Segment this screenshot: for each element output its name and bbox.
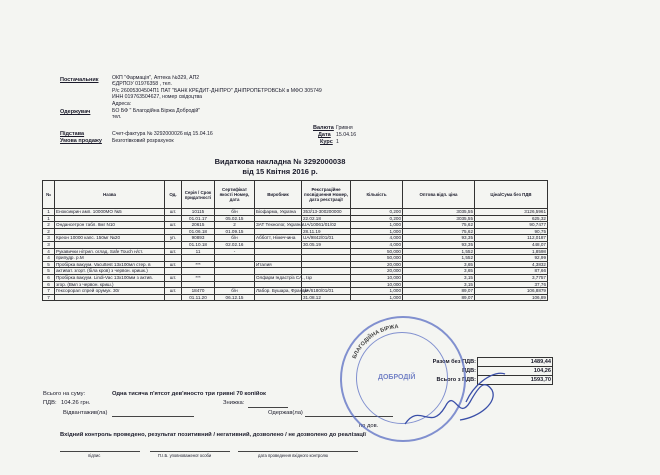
cell-no: 6 [43, 274, 55, 281]
cell-unit: шт. [165, 261, 182, 268]
cell-name [55, 215, 165, 222]
cell-series: 18470 [182, 288, 215, 295]
cell-unit [165, 228, 182, 235]
table-row [43, 255, 548, 262]
cell-qty: 10,000 [351, 274, 403, 281]
column-header: Кількість [351, 181, 403, 209]
receiver-label: Одержувач [60, 109, 91, 115]
sum-in-words: Одна тисяча п'ятсот дев'яносто три гривні 70 копійок [112, 391, 266, 397]
cell-maker: Италия [255, 261, 302, 268]
cell-price: 3035,55 [403, 215, 475, 222]
cell-maker: ЗАТ Технолог, Україна [256, 222, 304, 228]
cell-name: згор. (Вмл з червон. криш.) [55, 281, 165, 288]
cell-series [182, 255, 215, 262]
document-title: Видаткова накладна № 3292000038 [214, 157, 346, 166]
cell-name: Гексорорал спрей орумук. 30г [55, 288, 165, 295]
cell-sum: 3126,5961 [475, 209, 548, 216]
cell-unit [165, 268, 182, 275]
cell-series: 10115 [182, 209, 215, 216]
receiver-line: тел. [112, 114, 122, 121]
column-header: № [43, 181, 55, 209]
cell-no: 7 [43, 294, 55, 301]
cell-unit [165, 281, 182, 288]
cell-name [55, 228, 165, 235]
cell-cert: 01.09.15 [215, 228, 255, 235]
cell-price: 89,07 [403, 294, 475, 301]
table-row [43, 281, 548, 288]
cell-qty: 50,000 [351, 248, 403, 255]
supplier-line: ЄДРПОУ 01976358 , тел. [112, 81, 172, 88]
vat-value: 104,26 [478, 367, 553, 376]
table-row [43, 215, 548, 222]
currency-label: Валюта [313, 125, 334, 131]
supplier-line: ИНН 019763504627, номер свідоцтва [112, 94, 203, 101]
cell-qty: 50,000 [351, 255, 403, 262]
po-label: по дов. [359, 423, 379, 429]
supplier-line: ОКП "Фармація", Аптека №329, АП2 [112, 75, 200, 81]
table-row [43, 209, 548, 216]
cell-reg: UA/6180/01/01 [302, 288, 351, 295]
cell-reg: 31.08.12 [302, 294, 351, 301]
column-header: Сертифікат якості Номер, дата [215, 181, 255, 209]
cell-qty: 1,000 [351, 222, 403, 229]
cell-no: 4 [43, 248, 55, 255]
cell-qty: 10,000 [351, 281, 403, 288]
issued-by-label: Відвантажив(ла) [63, 410, 108, 416]
cell-maker: Олфарм Індастріз СА., Ізр [256, 274, 312, 280]
cell-maker [255, 228, 302, 235]
column-header: Оптова відп. ціна [403, 181, 475, 209]
cell-qty: 4,000 [351, 235, 403, 242]
cell-cert: 05.02.15 [215, 215, 255, 222]
cell-price: 3,15 [403, 281, 475, 288]
cell-qty: 4,000 [351, 241, 403, 248]
cell-unit [165, 241, 182, 248]
cell-name: Креон 10000 капс. 150мг №20 [55, 235, 165, 242]
terms-value: Безготівковий розрахунок [112, 138, 174, 144]
cell-no: 7 [43, 288, 55, 295]
cell-unit [165, 215, 182, 222]
cell-sum: 1,8598 [475, 248, 548, 255]
cell-name: припудр. р.M [55, 255, 165, 262]
cell-no: 3 [43, 241, 55, 248]
column-header: Од. [165, 181, 182, 209]
cell-series: 01.01.17 [182, 215, 215, 222]
cell-sum: 4,3832 [475, 261, 548, 268]
cell-maker: Лабор. Бушара, Франція [256, 288, 309, 294]
cell-sum: 112,0187 [475, 235, 548, 242]
supplier-block [112, 75, 322, 107]
control-text: Вхідний контроль проведено, результат позитивний / негативний, дозволено / не дозволено до реалізації [60, 432, 367, 438]
cell-qty: 0,200 [351, 215, 403, 222]
cell-unit [165, 255, 182, 262]
cell-price: 3,15 [403, 274, 475, 281]
cell-price: 1,552 [403, 255, 475, 262]
cell-reg: 353/13-300200000 [302, 209, 351, 216]
cell-maker [255, 268, 302, 275]
column-header: Серія / Срок придатності [182, 181, 215, 209]
cell-maker [255, 241, 302, 248]
cell-reg [302, 248, 351, 255]
cell-price: 75,62 [403, 222, 475, 229]
supplier-line: Р/с 26005304504П1 ПАТ "БАНК КРЕДИТ-ДНІПРО" ДНІПРОПЕТРОВСЬК в МФО 305749 [112, 87, 322, 94]
cell-name [55, 241, 165, 248]
cell-cert: б/н [215, 209, 255, 216]
cell-sum: 106,89 [475, 294, 548, 301]
date-value: 15.04.16 [336, 132, 357, 138]
cell-reg [302, 281, 351, 288]
cell-price: 75,62 [403, 228, 475, 235]
column-header: Назва [55, 181, 165, 209]
cell-no: 5 [43, 261, 55, 268]
cell-price: 3035,55 [403, 209, 475, 216]
cell-sum: 92,99 [475, 255, 548, 262]
cell-unit: шт. [165, 288, 182, 295]
cell-price: 3,65 [403, 261, 475, 268]
cell-series: 01.06.18 [182, 228, 215, 235]
cell-series: 01.10.18 [182, 241, 215, 248]
table-row [43, 228, 548, 235]
supplier-label: Постачальник [60, 77, 99, 83]
cell-sum: 37,76 [475, 281, 548, 288]
basis-value: Счет-фактура № 3292000026 від 15.04.16 [112, 131, 213, 137]
cell-maker: Абботт, Німеччина [255, 235, 302, 242]
cell-cert: б/н [215, 235, 255, 242]
cell-reg: 28.11.19 [302, 228, 351, 235]
cell-qty: 1,000 [351, 294, 403, 301]
vat-label: ПДВ: [462, 368, 476, 374]
table-row [43, 294, 548, 301]
column-header: Реєстраційне посвідчення Номер, дата реєстрації [302, 181, 351, 209]
course-label: Курс [320, 139, 333, 145]
table-row [43, 241, 548, 248]
table-row [43, 268, 548, 275]
cell-maker [255, 255, 302, 262]
cell-name: Пробірка вакуум. Lindi-Vac 13х100мм з актив. [55, 274, 165, 281]
cell-series [182, 268, 215, 275]
cell-no: 6 [43, 281, 55, 288]
cell-qty: 1,000 [351, 228, 403, 235]
cell-unit: шт. [165, 222, 182, 229]
cell-price: 89,07 [403, 288, 475, 295]
cell-no: 2 [43, 222, 55, 229]
signature [400, 362, 510, 437]
cell-sum: 448,07 [475, 241, 548, 248]
cell-maker [255, 294, 302, 301]
cell-maker [255, 281, 302, 288]
total-no-vat-label: Разом без ПДВ: [432, 359, 476, 365]
cell-unit: шт. [165, 248, 182, 255]
cell-no: 3 [43, 235, 55, 242]
currency-value: Гривня [336, 125, 353, 131]
cell-sum: 87,66 [475, 268, 548, 275]
table-header-row [43, 181, 548, 209]
discount-label: Знижка: [223, 400, 245, 406]
cell-no: 1 [43, 215, 55, 222]
cell-reg: 22.02.18 [302, 215, 351, 222]
cell-reg: UA/10061/01/02 [302, 222, 351, 229]
cell-series: *** [182, 261, 215, 268]
cell-cert: 2 [215, 222, 255, 229]
total-with-vat-label: Всього з ПДВ: [436, 377, 476, 383]
cell-qty: 1,000 [351, 288, 403, 295]
cell-unit [165, 294, 182, 301]
cell-qty: 0,200 [351, 209, 403, 216]
cell-cert: б/н [215, 288, 255, 295]
cell-price: 1,552 [403, 248, 475, 255]
sig-caption-signature: підпис [88, 453, 101, 458]
cell-reg: 30.05.19 [302, 241, 351, 248]
table-row [43, 248, 548, 255]
cell-name [55, 294, 165, 301]
cell-cert [215, 261, 255, 268]
cell-sum: 106,8879 [475, 288, 548, 295]
receiver-block [112, 108, 200, 121]
cell-reg [302, 261, 351, 268]
cell-series: 20615 [182, 222, 215, 229]
cell-name: Пробірка вакуум. Vacuttest 13х100мл стер. в [55, 261, 165, 268]
sig-caption-date: дата проведення вхідного контролю [258, 453, 329, 458]
table-row [43, 288, 548, 295]
cell-no: 4 [43, 255, 55, 262]
column-header: Ціна/Сума без ПДВ [475, 181, 548, 209]
cell-series: 11 [182, 248, 215, 255]
table-row [43, 261, 548, 268]
footer-vat-label: ПДВ: [43, 400, 57, 406]
cell-cert [215, 274, 255, 281]
cell-qty: 20,000 [351, 261, 403, 268]
cell-price: 93,35 [403, 241, 475, 248]
cell-series [182, 281, 215, 288]
cell-unit: шт. [165, 274, 182, 281]
stamp-ring-text: БЛАГОДІЙНА БІРЖА [351, 324, 399, 360]
cell-no: 2 [43, 228, 55, 235]
cell-reg [302, 255, 351, 262]
course-value: 1 [336, 139, 339, 145]
table-row [43, 222, 548, 229]
cell-maker [255, 215, 302, 222]
footer-vat-value: 104.26 грн. [61, 400, 91, 406]
receiver-line: БО БФ " Благодійна Біржа Добродій" [112, 108, 201, 114]
stamp-center-text: ДОБРОДІЙ [378, 374, 416, 381]
cell-maker [255, 248, 302, 255]
table-row [43, 274, 548, 281]
invoice-table [42, 180, 548, 301]
cell-sum: 625,32 [475, 215, 548, 222]
cell-series: 01.11.20 [182, 294, 215, 301]
cell-price: 93,35 [403, 235, 475, 242]
cell-series: 90893 [182, 235, 215, 242]
cell-no: 1 [43, 209, 55, 216]
cell-sum: 90,7477 [475, 222, 548, 229]
cell-name: активат. згорт. (біла кров) з червон. кришк.) [55, 268, 165, 275]
sum-label: Всього на суму: [43, 391, 86, 397]
cell-cert [215, 281, 255, 288]
date-label: Дата [318, 132, 331, 138]
cell-cert [215, 255, 255, 262]
cell-cert: 02.02.16 [215, 241, 255, 248]
cell-price: 3,65 [403, 268, 475, 275]
cell-maker: Біофарма, Україна [255, 209, 302, 216]
cell-sum: 90,75 [475, 228, 548, 235]
total-with-vat-value: 1593,70 [478, 376, 553, 385]
cell-cert: 06.12.15 [215, 294, 255, 301]
cell-name: Ондансетрон табл. 8мг N10 [55, 222, 165, 229]
table-row [43, 235, 548, 242]
cell-unit: шт. [165, 209, 182, 216]
cell-name: Рукавички нітрил. оглад. Safe Touch н/ст. [55, 248, 165, 255]
sig-caption-name: П.І.Б. уповноваженої особи [158, 453, 212, 458]
cell-name: Еноксикрин амп. 10000МО №5 [55, 209, 165, 216]
cell-qty: 20,000 [351, 268, 403, 275]
cell-reg [302, 268, 351, 275]
total-no-vat-value: 1489,44 [478, 358, 553, 367]
received-by-label: Одержав(ла) [268, 410, 303, 416]
cell-cert [215, 268, 255, 275]
document-subtitle: від 15 Квітня 2016 р. [242, 167, 318, 176]
terms-label: Умова продажу [60, 138, 102, 144]
cell-reg: UA/9842/01/01 [302, 235, 351, 242]
basis-label: Підстава [60, 131, 85, 137]
cell-unit: уп. [165, 235, 182, 242]
cell-cert: - [215, 248, 255, 255]
cell-sum: 3,7757 [475, 274, 548, 281]
cell-series: *** [182, 274, 215, 281]
supplier-line: Адреса: [112, 100, 132, 107]
column-header: Виробник [255, 181, 302, 209]
cell-no: 5 [43, 268, 55, 275]
